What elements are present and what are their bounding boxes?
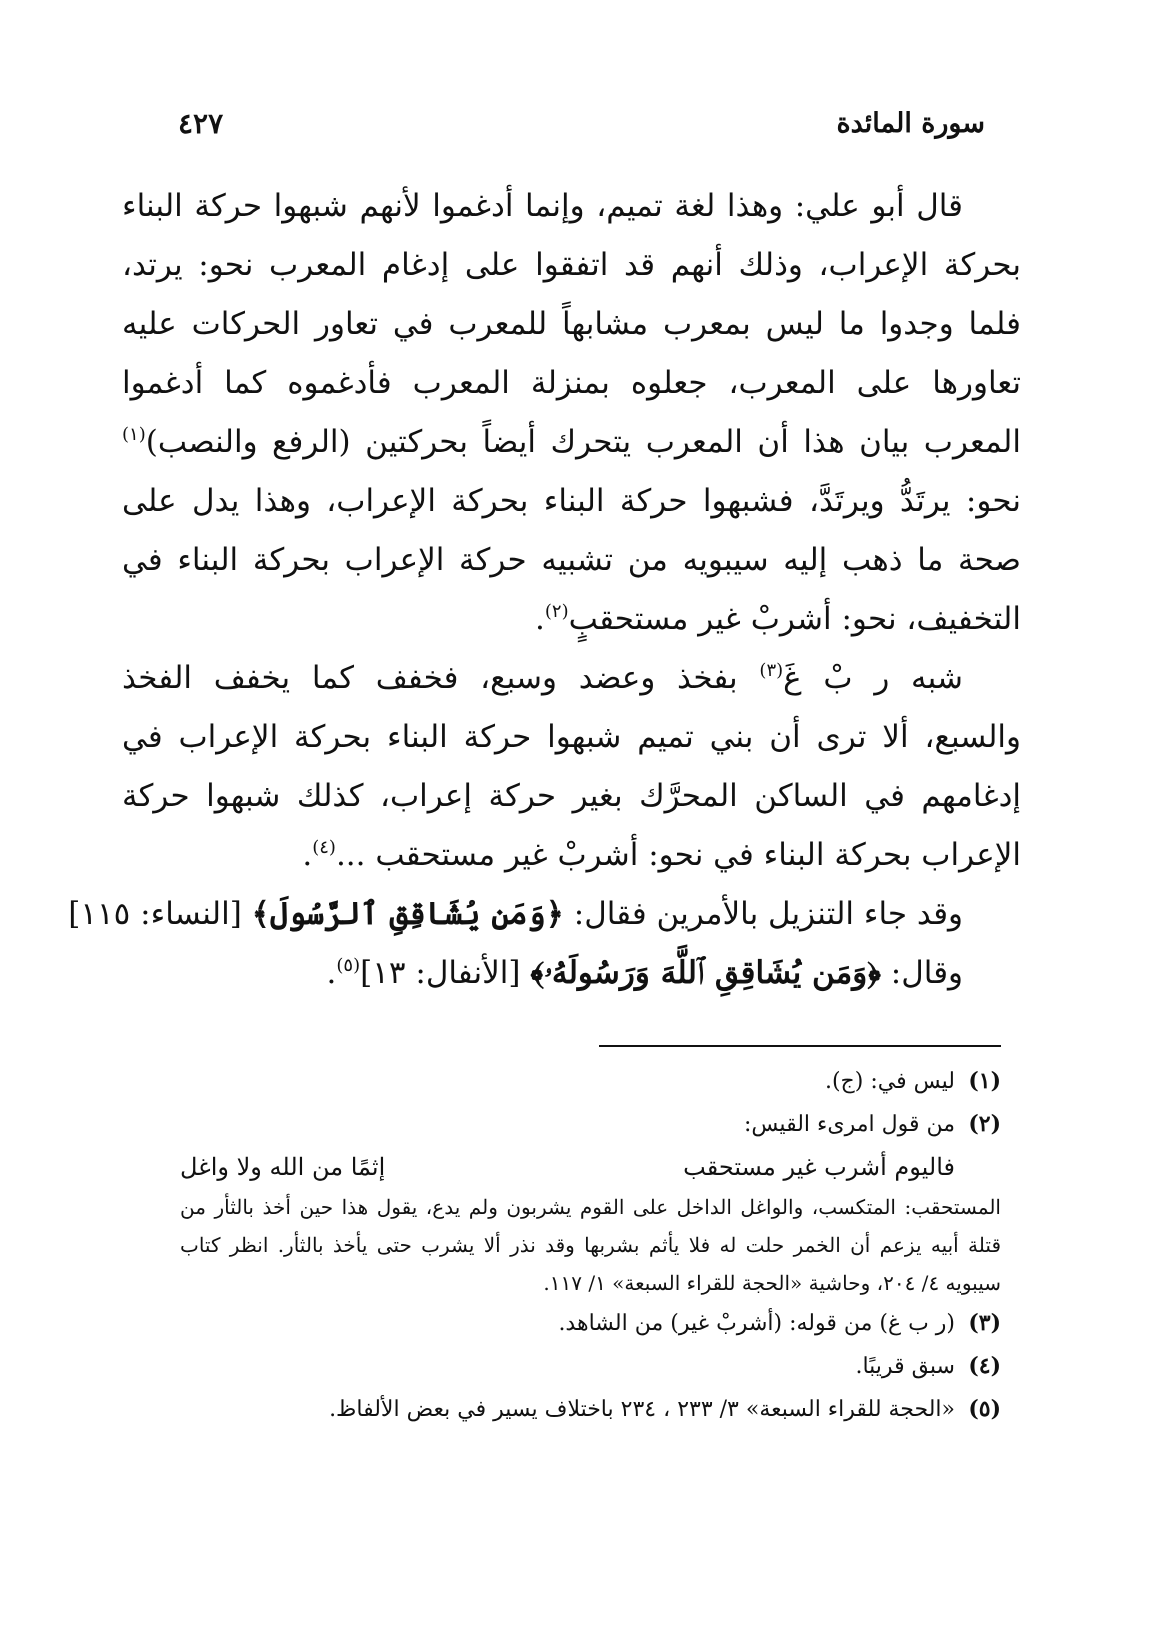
text-line: تعاورها على المعرب، جعلوه بمنزلة المعرب فأدغموه كما أدغموا <box>122 365 1021 401</box>
text-line: قال أبو علي: وهذا لغة تميم، وإنما أدغموا لأنهم شبهوا حركة البناء <box>122 188 963 224</box>
footnote-number: (٤) <box>968 1353 1001 1379</box>
text-line: وقد جاء التنزيل بالأمرين فقال: ﴿وَمَن يُشَاقِقِ ٱلرَّسُولَ﴾ [النساء: ١١٥] <box>68 896 963 932</box>
text-line: الإعراب بحركة البناء في نحو: أشربْ غير مستحقب ...$^{(٤)}$. <box>302 837 1021 873</box>
footnote-ref-1[interactable]: (١) <box>122 424 146 445</box>
footnote-divider <box>599 1045 1001 1047</box>
text-line: بحركة الإعراب، وذلك أنهم قد اتفقوا على إدغام المعرب نحو: يرتد، <box>122 247 1021 283</box>
text-line: وقال: ﴿وَمَن يُشَاقِقِ ٱللَّهَ وَرَسُولَهُۥ﴾ [الأنفال: ١٣]$^{(٥)}$. <box>326 955 963 991</box>
footnote-number: (٥) <box>968 1396 1001 1422</box>
footnotes <box>180 1060 1001 1431</box>
text-line: والسبع، ألا ترى أن بني تميم شبهوا حركة البناء بحركة الإعراب في <box>122 719 1021 755</box>
footnote-item <box>180 1060 1001 1103</box>
poem-second-hemistich: إثمًا من الله ولا واغل <box>180 1153 386 1181</box>
footnote-2-explanation: المستحقب: المتكسب، والواغل الداخل على القوم يشربون ولم يدع، يقول هذا حين أخذ بالثأر من قتلة أبيه يزعم أن الخمر حلت له فلا يأثم بشربها وقد نذر ألا يشرب حتى يأخذ بالثأر. انظر كتاب سيبويه ٤/ ٢٠٤، وحاشية «الحجة للقراء السبعة» ١/ ١١٧. <box>180 1195 1002 1295</box>
page-number: ٤٢٧ <box>178 106 224 140</box>
footnote-number: (٣) <box>968 1310 1001 1336</box>
main-text <box>68 177 1021 1003</box>
text-line: فلما وجدوا ما ليس بمعرب مشابهاً للمعرب في تعاور الحركات عليه <box>122 306 1021 342</box>
footnote-item <box>180 1388 1001 1431</box>
footnote-ref-5[interactable]: (٥) <box>336 955 361 976</box>
text-line: شبه ر بْ غَ$^{(٣)}$ بفخذ وعضد وسبع، فخفف كما يخفف الفخذ <box>122 660 963 696</box>
page-header <box>178 98 985 148</box>
footnote-text: «الحجة للقراء السبعة» ٣/ ٢٣٣ ، ٢٣٤ باختلاف يسير في بعض الألفاظ. <box>329 1397 955 1422</box>
footnote-ref-4[interactable]: (٤) <box>312 837 336 858</box>
quran-citation: [النساء: ١١٥] <box>68 896 252 932</box>
text-line: إدغامهم في الساكن المحرَّك بغير حركة إعراب، كذلك شبهوا حركة <box>122 778 1021 814</box>
poem-verse <box>180 1146 1001 1188</box>
footnote-ref-3[interactable]: (٣) <box>759 660 784 681</box>
footnote-text: من قول امرىء القيس: <box>743 1112 955 1137</box>
footnote-text: (ر ب غ) من قوله: (أشربْ غير) من الشاهد. <box>558 1311 955 1336</box>
footnote-item <box>180 1345 1001 1388</box>
footnote-number: (١) <box>968 1068 1001 1094</box>
footnote-number: (٢) <box>968 1111 1001 1137</box>
text-line: نحو: يرتَدُّ ويرتَدَّ، فشبهوا حركة البناء بحركة الإعراب، وهذا يدل على <box>122 483 1021 519</box>
footnote-ref-2[interactable]: (٢) <box>544 601 569 622</box>
poem-first-hemistich: فاليوم أشرب غير مستحقب <box>683 1153 955 1181</box>
quran-quote: ﴿وَمَن يُشَاقِقِ ٱللَّهَ وَرَسُولَهُۥ﴾ <box>530 955 881 991</box>
paragraph-1 <box>122 177 1021 649</box>
footnote-item <box>180 1302 1001 1345</box>
paragraph-2 <box>122 649 1021 885</box>
text-line: التخفيف، نحو: أشربْ غير مستحقبٍ$^{(٢)}$. <box>535 601 1021 637</box>
text-line: المعرب بيان هذا أن المعرب يتحرك أيضاً بحركتين (الرفع والنصب)$^{(١)}$ <box>122 424 1021 460</box>
quran-quote: ﴿وَمَن يُشَاقِقِ ٱلرَّسُولَ﴾ <box>251 896 564 932</box>
footnote-item <box>180 1103 1001 1146</box>
footnote-text: سبق قريبًا. <box>855 1354 955 1379</box>
paragraph-3 <box>68 885 1021 1003</box>
quran-citation: [الأنفال: ١٣] <box>360 955 531 991</box>
footnote-text: ليس في: (ج). <box>824 1069 955 1094</box>
text-line: صحة ما ذهب إليه سيبويه من تشبيه حركة الإعراب بحركة البناء في <box>122 542 1021 578</box>
chapter-title: سورة المائدة <box>836 107 985 139</box>
